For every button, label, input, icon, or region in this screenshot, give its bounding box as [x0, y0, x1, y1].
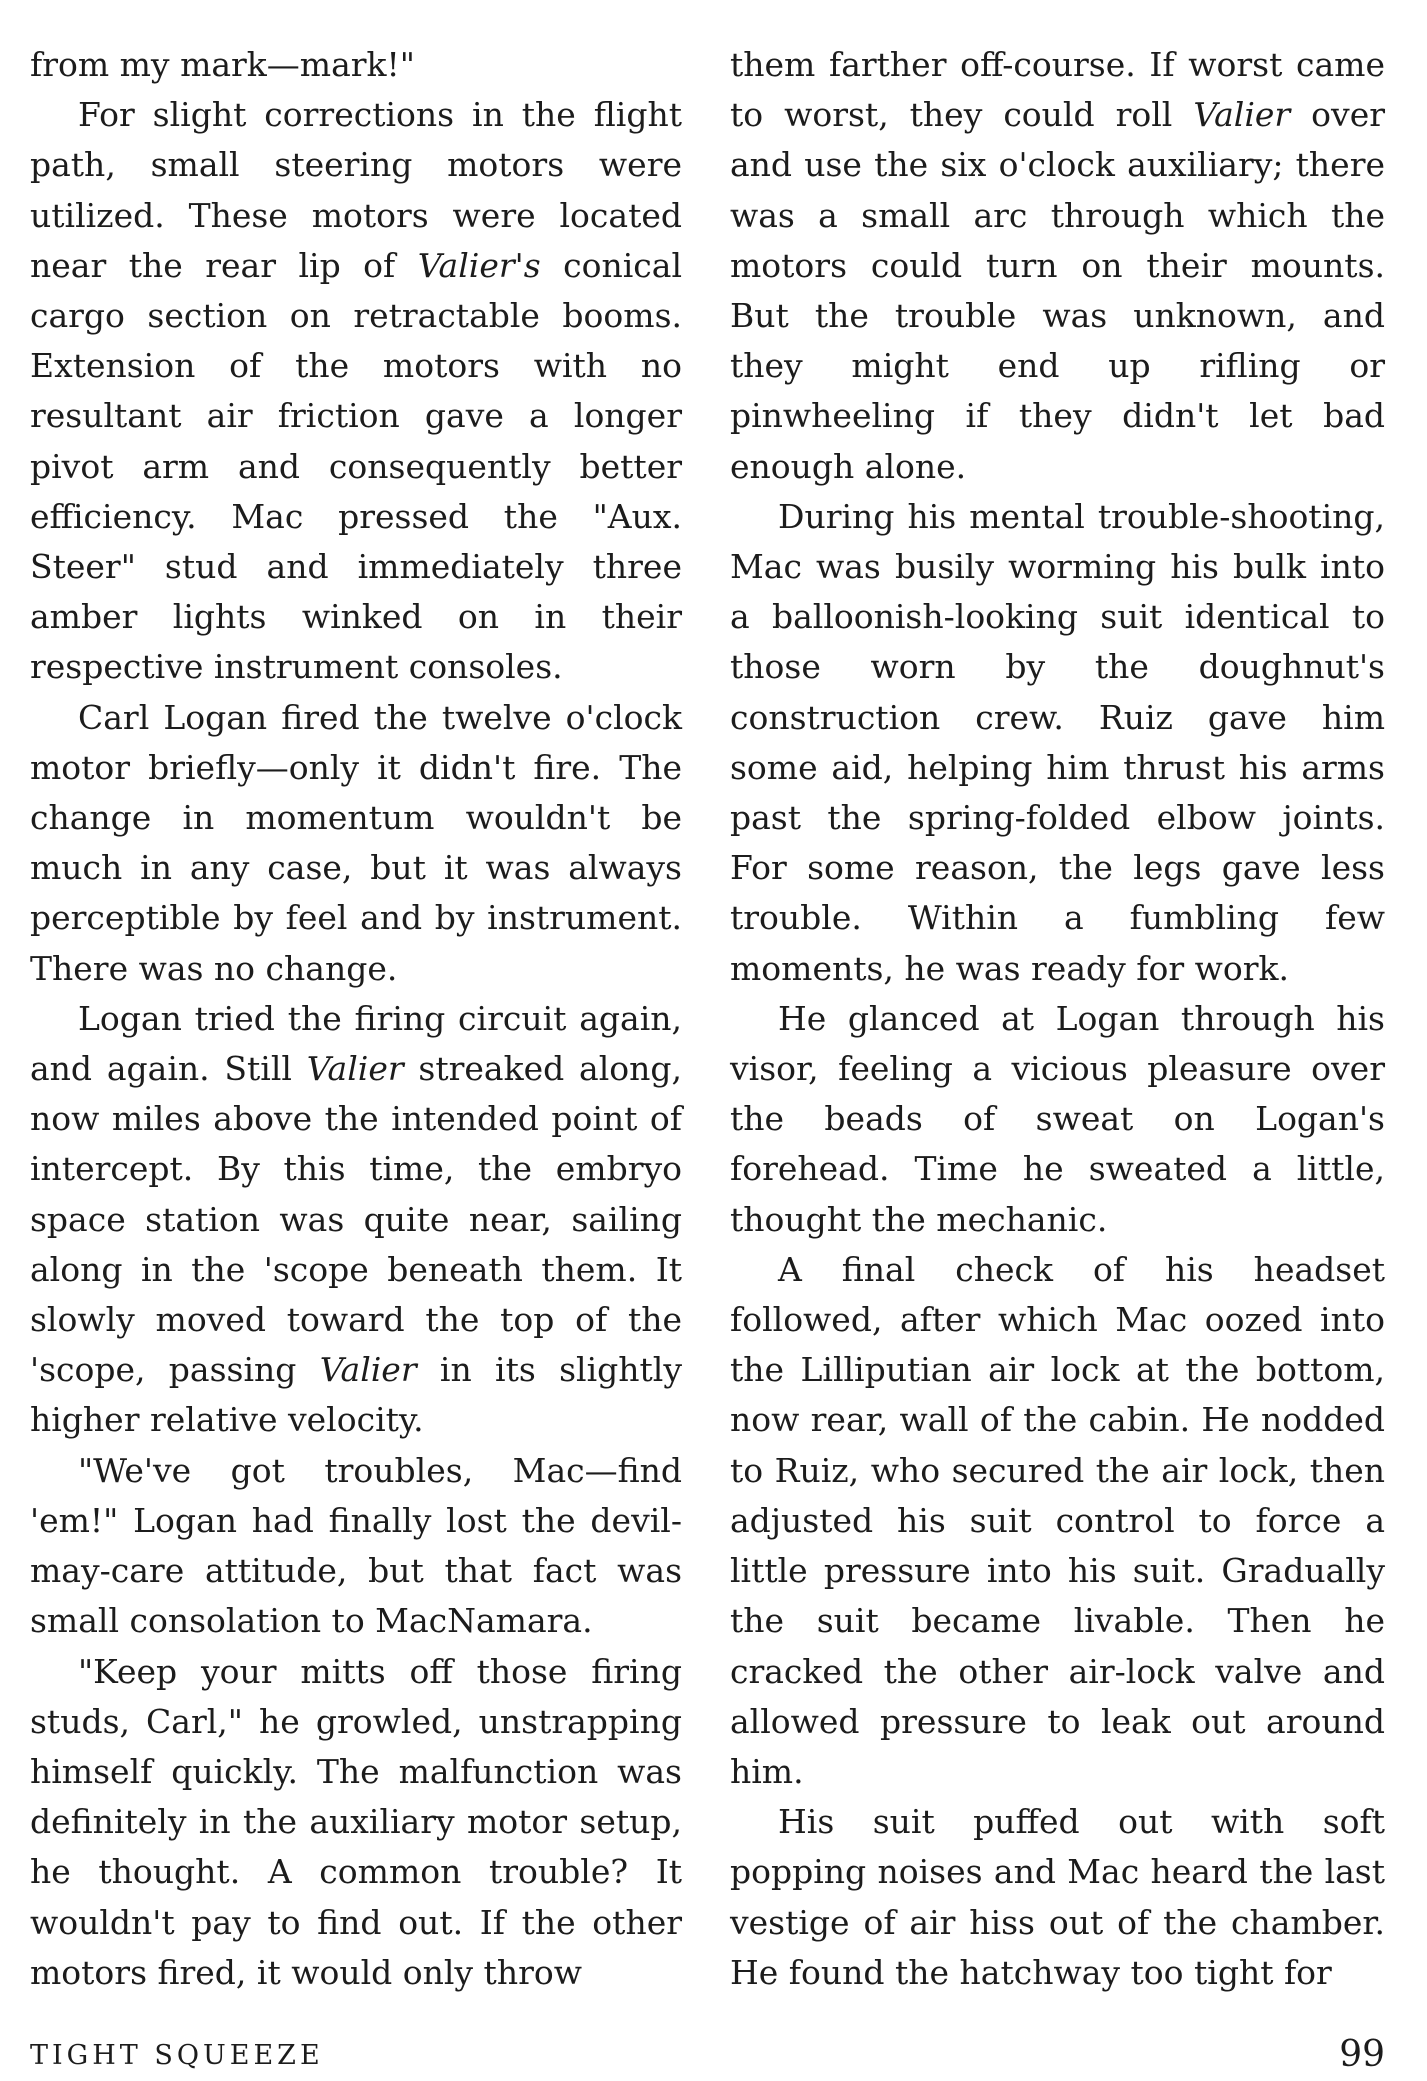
- paragraph: [30, 1647, 682, 1998]
- paragraph: [30, 693, 682, 994]
- ship-name-italic: Valier: [306, 1049, 404, 1089]
- ship-name-italic: Valier: [1193, 95, 1291, 135]
- paragraph-text: During his mental trouble-shooting, Mac was busily worming his bulk into a balloonish-looking suit identical to those worn by the doughnut's construction crew. Ruiz gave him some aid, helping him thrust his arms past the spring-folded elbow joints. For some reason, the legs gave less trouble. Within a fumbling few moments, he was ready for work.: [730, 496, 1385, 988]
- paragraph-text: A final check of his headset followed, after which Mac oozed into the Lilliputian air lock at the bottom, now rear, wall of the cabin. He nodded to Ruiz, who secured the air lock, then adjusted his suit control to force a little pressure into his suit. Gradually the suit became livable. Then he cracked the other air-lock valve and allowed pressure to leak out around him.: [730, 1249, 1385, 1791]
- paragraph-text: He glanced at Logan through his visor, feeling a vicious pleasure over the beads of sweat on Logan's forehead. Time he sweated a little, thought the mechanic.: [730, 998, 1385, 1239]
- running-title: TIGHT SQUEEZE: [30, 2040, 324, 2071]
- paragraph-text: them farther off-course. If worst came to worst, they could roll: [730, 45, 1385, 135]
- paragraph: [30, 994, 682, 1446]
- paragraph-text: "We've got troubles, Mac—find 'em!" Logan had finally lost the devil-may-care attitude, but that fact was small consolation to MacNamara.: [30, 1450, 682, 1641]
- ship-name-italic: Valier: [319, 1350, 417, 1390]
- right-column: [730, 40, 1385, 1998]
- paragraph-text: "Keep your mitts off those firing studs, Carl," he growled, unstrapping himself quickly. The malfunction was definitely in the auxiliary motor setup, he thought. A common trouble? It wouldn't pay to find out. If the other motors fired, it would only throw: [30, 1651, 682, 1992]
- paragraph: [30, 1446, 682, 1647]
- page-footer: [30, 2034, 1385, 2080]
- paragraph-text: Carl Logan fired the twelve o'clock motor briefly—only it didn't fire. The change in momentum wouldn't be much in any case, but it was always perceptible by feel and by instrument. There was no change.: [30, 697, 682, 988]
- ship-name-italic: Valier's: [417, 245, 541, 285]
- paragraph-text: Logan tried the firing circuit again, and again. Still: [30, 998, 682, 1089]
- paragraph: [730, 1797, 1385, 1998]
- left-column: [30, 40, 682, 1998]
- paragraph-text: in its slightly higher relative velocity.: [30, 1350, 682, 1440]
- paragraph-text: over and use the six o'clock auxiliary; there was a small arc through which the motors could turn on their mounts. But the trouble was unknown, and they might end up rifling or pinwheeling if they didn't let bad enough alone.: [730, 95, 1385, 486]
- paragraph-text: conical cargo section on retractable booms. Extension of the motors with no resultant air friction gave a longer pivot arm and consequently better efficiency. Mac pressed the "Aux. Steer" stud and immediately three amber lights winked on in their respective instrument consoles.: [30, 245, 683, 687]
- paragraph: [730, 1245, 1385, 1797]
- paragraph-continued: [30, 40, 682, 90]
- paragraph-continued: [730, 40, 1385, 492]
- paragraph-text: streaked along, now miles above the intended point of intercept. By this time, the embryo space station was quite near, sailing along in the 'scope beneath them. It slowly moved toward the top of the 'scope, passing: [30, 1049, 682, 1390]
- paragraph: [730, 994, 1385, 1245]
- page-number: 99: [1339, 2034, 1385, 2075]
- paragraph: [30, 90, 682, 692]
- paragraph-text: from my mark—mark!": [30, 45, 415, 84]
- paragraph: [730, 492, 1385, 994]
- paragraph-text: His suit puffed out with soft popping noises and Mac heard the last vestige of air hiss out of the chamber. He found the hatchway too tight for: [730, 1802, 1385, 1992]
- paragraph-text: For slight corrections in the flight path, small steering motors were utilized. These motors were located near the rear lip of: [30, 95, 682, 285]
